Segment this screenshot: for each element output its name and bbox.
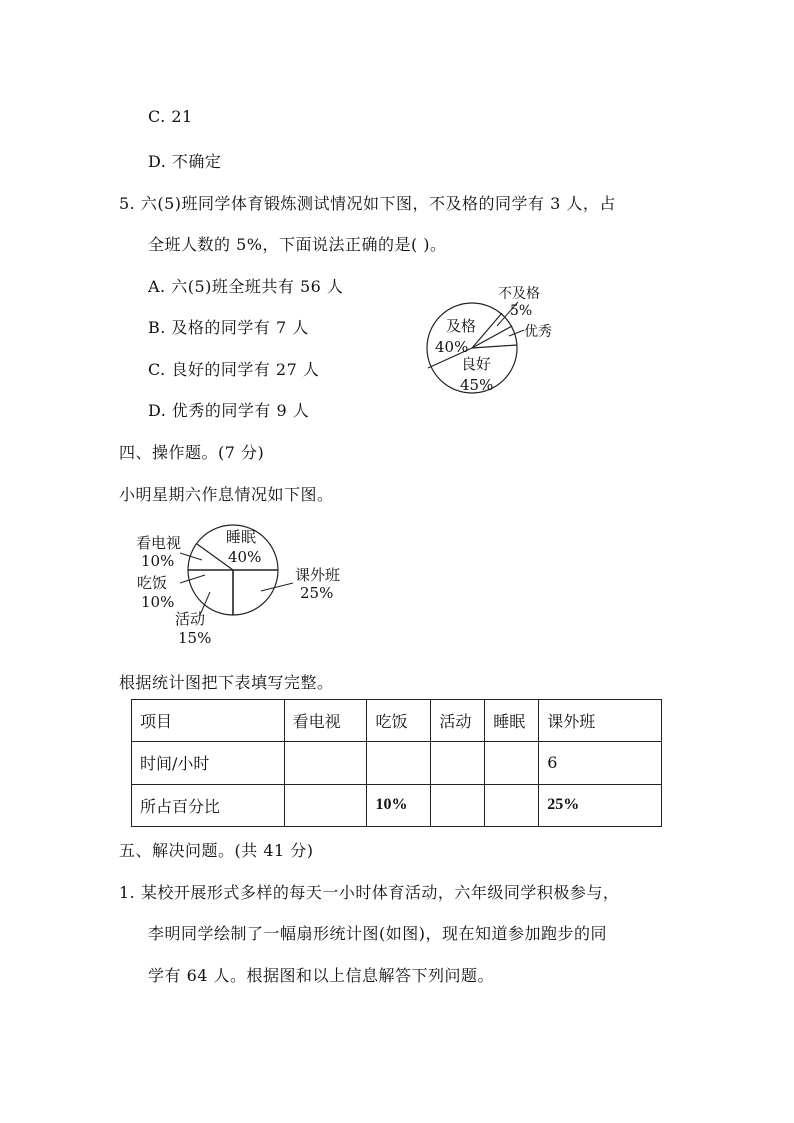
- q5-option-c: C. 良好的同学有 27 人: [148, 360, 320, 379]
- table-cell: 10%: [367, 784, 431, 826]
- table-cell: 25%: [539, 784, 662, 826]
- table-header-row: [132, 700, 662, 742]
- pie2-label-tv-name: 看电视: [136, 534, 182, 552]
- table-header-cell: 项目: [132, 700, 285, 742]
- pie1-label-pass-pct: 40%: [435, 338, 469, 356]
- q4-option-d: D. 不确定: [148, 152, 222, 171]
- pie2-label-class-name: 课外班: [295, 566, 341, 584]
- section4-intro: 小明星期六作息情况如下图。: [119, 485, 334, 504]
- pie2-label-activity-name: 活动: [175, 610, 206, 628]
- pie2-label-activity-pct: 15%: [178, 629, 212, 647]
- pie1-label-excellent-name: 优秀: [524, 324, 552, 340]
- pie2-label-class-pct: 25%: [300, 584, 334, 602]
- table-cell-blank[interactable]: [367, 742, 431, 784]
- q5-stem-line2: 全班人数的 5%，下面说法正确的是( )。: [148, 235, 447, 254]
- pie1-leader-excellent: [509, 330, 524, 336]
- q5-stem-line1: 5. 六(5)班同学体育锻炼测试情况如下图，不及格的同学有 3 人，占: [119, 194, 616, 213]
- pie2-label-sleep-name: 睡眠: [226, 528, 257, 546]
- pie2-leader-class: [261, 583, 293, 591]
- q5-option-d: D. 优秀的同学有 9 人: [148, 401, 310, 420]
- pie1-label-fail-pct: 5%: [510, 303, 533, 319]
- table-cell: 时间/小时: [132, 742, 285, 784]
- table-header-cell: 吃饭: [367, 700, 431, 742]
- table-header-cell: 课外班: [539, 700, 662, 742]
- pie1-label-fail-name: 不及格: [498, 286, 540, 302]
- table-cell: 6: [539, 742, 662, 784]
- table-header-cell: 睡眠: [485, 700, 539, 742]
- section4-title: 四、操作题。(7 分): [119, 443, 265, 462]
- fitness-pie-chart: [400, 278, 580, 403]
- table-cell-blank[interactable]: [431, 784, 485, 826]
- q5-option-b: B. 及格的同学有 7 人: [148, 318, 309, 337]
- section5-q1-line2: 李明同学绘制了一幅扇形统计图(如图)，现在知道参加跑步的同: [148, 924, 607, 943]
- q5-option-a: A. 六(5)班全班共有 56 人: [148, 277, 344, 296]
- pie2-label-tv-pct: 10%: [141, 552, 175, 570]
- section5-title: 五、解决问题。(共 41 分): [119, 841, 314, 860]
- section5-q1-line3: 学有 64 人。根据图和以上信息解答下列问题。: [148, 966, 495, 985]
- pie2-label-meal-name: 吃饭: [137, 574, 168, 592]
- pie1-divider-pass-fail: [472, 313, 502, 348]
- section4-instruction: 根据统计图把下表填写完整。: [119, 673, 334, 692]
- section5-q1-line1: 1. 某校开展形式多样的每天一小时体育活动，六年级同学积极参与，: [119, 883, 620, 902]
- schedule-pie-chart: [130, 520, 360, 650]
- table-cell-blank[interactable]: [485, 784, 539, 826]
- table-cell-blank[interactable]: [284, 742, 367, 784]
- pie1-label-good-pct: 45%: [460, 376, 494, 394]
- table-header-cell: 看电视: [284, 700, 367, 742]
- pie1-divider-fail-excellent: [472, 326, 512, 348]
- table-header-cell: 活动: [431, 700, 485, 742]
- table-row: [132, 742, 662, 784]
- q4-option-c: C. 21: [148, 107, 193, 126]
- table-cell-blank[interactable]: [431, 742, 485, 784]
- table-cell-blank[interactable]: [485, 742, 539, 784]
- table-cell: 所占百分比: [132, 784, 285, 826]
- table-row: [132, 784, 662, 826]
- table-cell-blank[interactable]: [284, 784, 367, 826]
- pie2-label-meal-pct: 10%: [141, 593, 175, 611]
- pie2-label-sleep-pct: 40%: [228, 548, 262, 566]
- pie2-leader-meal: [180, 575, 205, 583]
- pie1-label-good-name: 良好: [461, 355, 492, 373]
- schedule-table: [131, 699, 662, 827]
- pie1-label-pass-name: 及格: [446, 317, 477, 335]
- pie1-divider-excellent-good: [472, 345, 517, 348]
